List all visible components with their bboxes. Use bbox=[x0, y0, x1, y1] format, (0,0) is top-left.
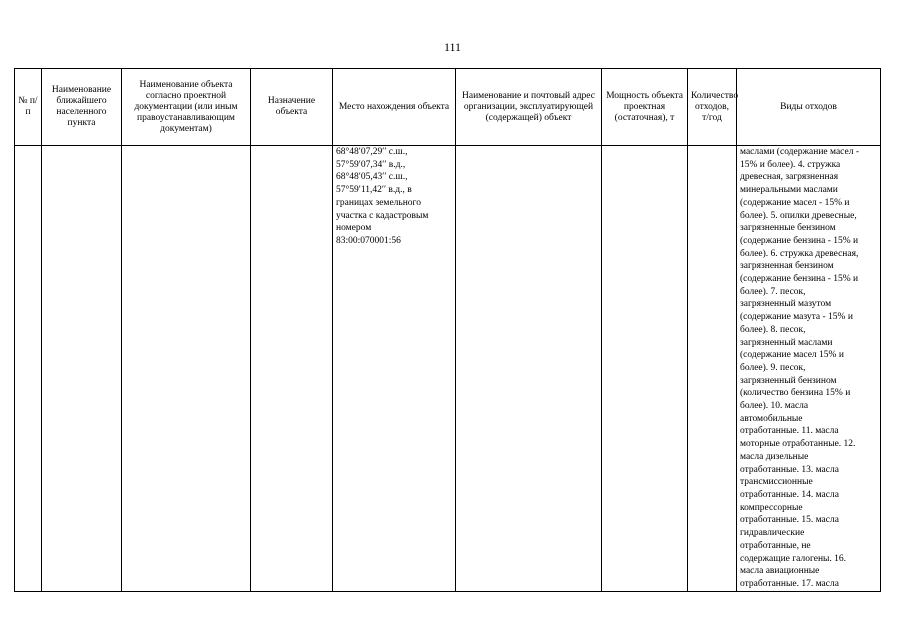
waste-objects-table bbox=[14, 68, 881, 592]
cell-organization bbox=[456, 146, 602, 592]
table-row bbox=[15, 146, 881, 592]
header-waste-types: Виды отходов bbox=[737, 69, 881, 146]
header-location: Место нахождения объекта bbox=[333, 69, 456, 146]
cell-settlement bbox=[42, 146, 122, 592]
cell-capacity bbox=[602, 146, 688, 592]
cell-waste-amount bbox=[688, 146, 737, 592]
cell-waste-types: маслами (содержание масел - 15% и более). 4. стружка древесная, загрязненная минеральными маслами (содержание масел - 15% и более). 5. опилки древесные, загрязненные бензином (содержание бензина - 15% и более). 6. стружка древесная, загрязненная бензином (содержание бензина - 15% и более). 7. песок, загрязненный мазутом (содержание мазута - 15% и более). 8. песок, загрязненный маслами (содержание масел 15% и более). 9. песок, загрязненный бензином (количество бензина 15% и более). 10. масла автомобильные отработанные. 11. масла моторные отработанные. 12. масла дизельные отработанные. 13. масла трансмиссионные отработанные. 14. масла компрессорные отработанные. 15. масла гидравлические отработанные, не содержащие галогены. 16. масла авиационные отработанные. 17. масла bbox=[737, 146, 881, 592]
header-waste-amount: Количество отходов, т/год bbox=[688, 69, 737, 146]
cell-purpose bbox=[251, 146, 333, 592]
header-row bbox=[15, 69, 881, 146]
cell-object-name bbox=[122, 146, 251, 592]
cell-location: 68°48′07,29′′ с.ш., 57°59′07,34′′ в.д., 68°48′05,43′′ с.ш., 57°59′11,42′′ в.д., в границах земельного участка с кадастровым номером 83:00:070001:56 bbox=[333, 146, 456, 592]
header-number: № п/п bbox=[15, 69, 42, 146]
cell-number bbox=[15, 146, 42, 592]
header-organization: Наименование и почтовый адрес организации, эксплуатирующей (содержащей) объект bbox=[456, 69, 602, 146]
header-purpose: Назначение объекта bbox=[251, 69, 333, 146]
header-settlement: Наименование ближайшего населенного пункта bbox=[42, 69, 122, 146]
page-number: 111 bbox=[443, 40, 462, 54]
header-object-name: Наименование объекта согласно проектной документации (или иным правоустанавливающим документам) bbox=[122, 69, 251, 146]
header-capacity: Мощность объекта проектная (остаточная), т bbox=[602, 69, 688, 146]
